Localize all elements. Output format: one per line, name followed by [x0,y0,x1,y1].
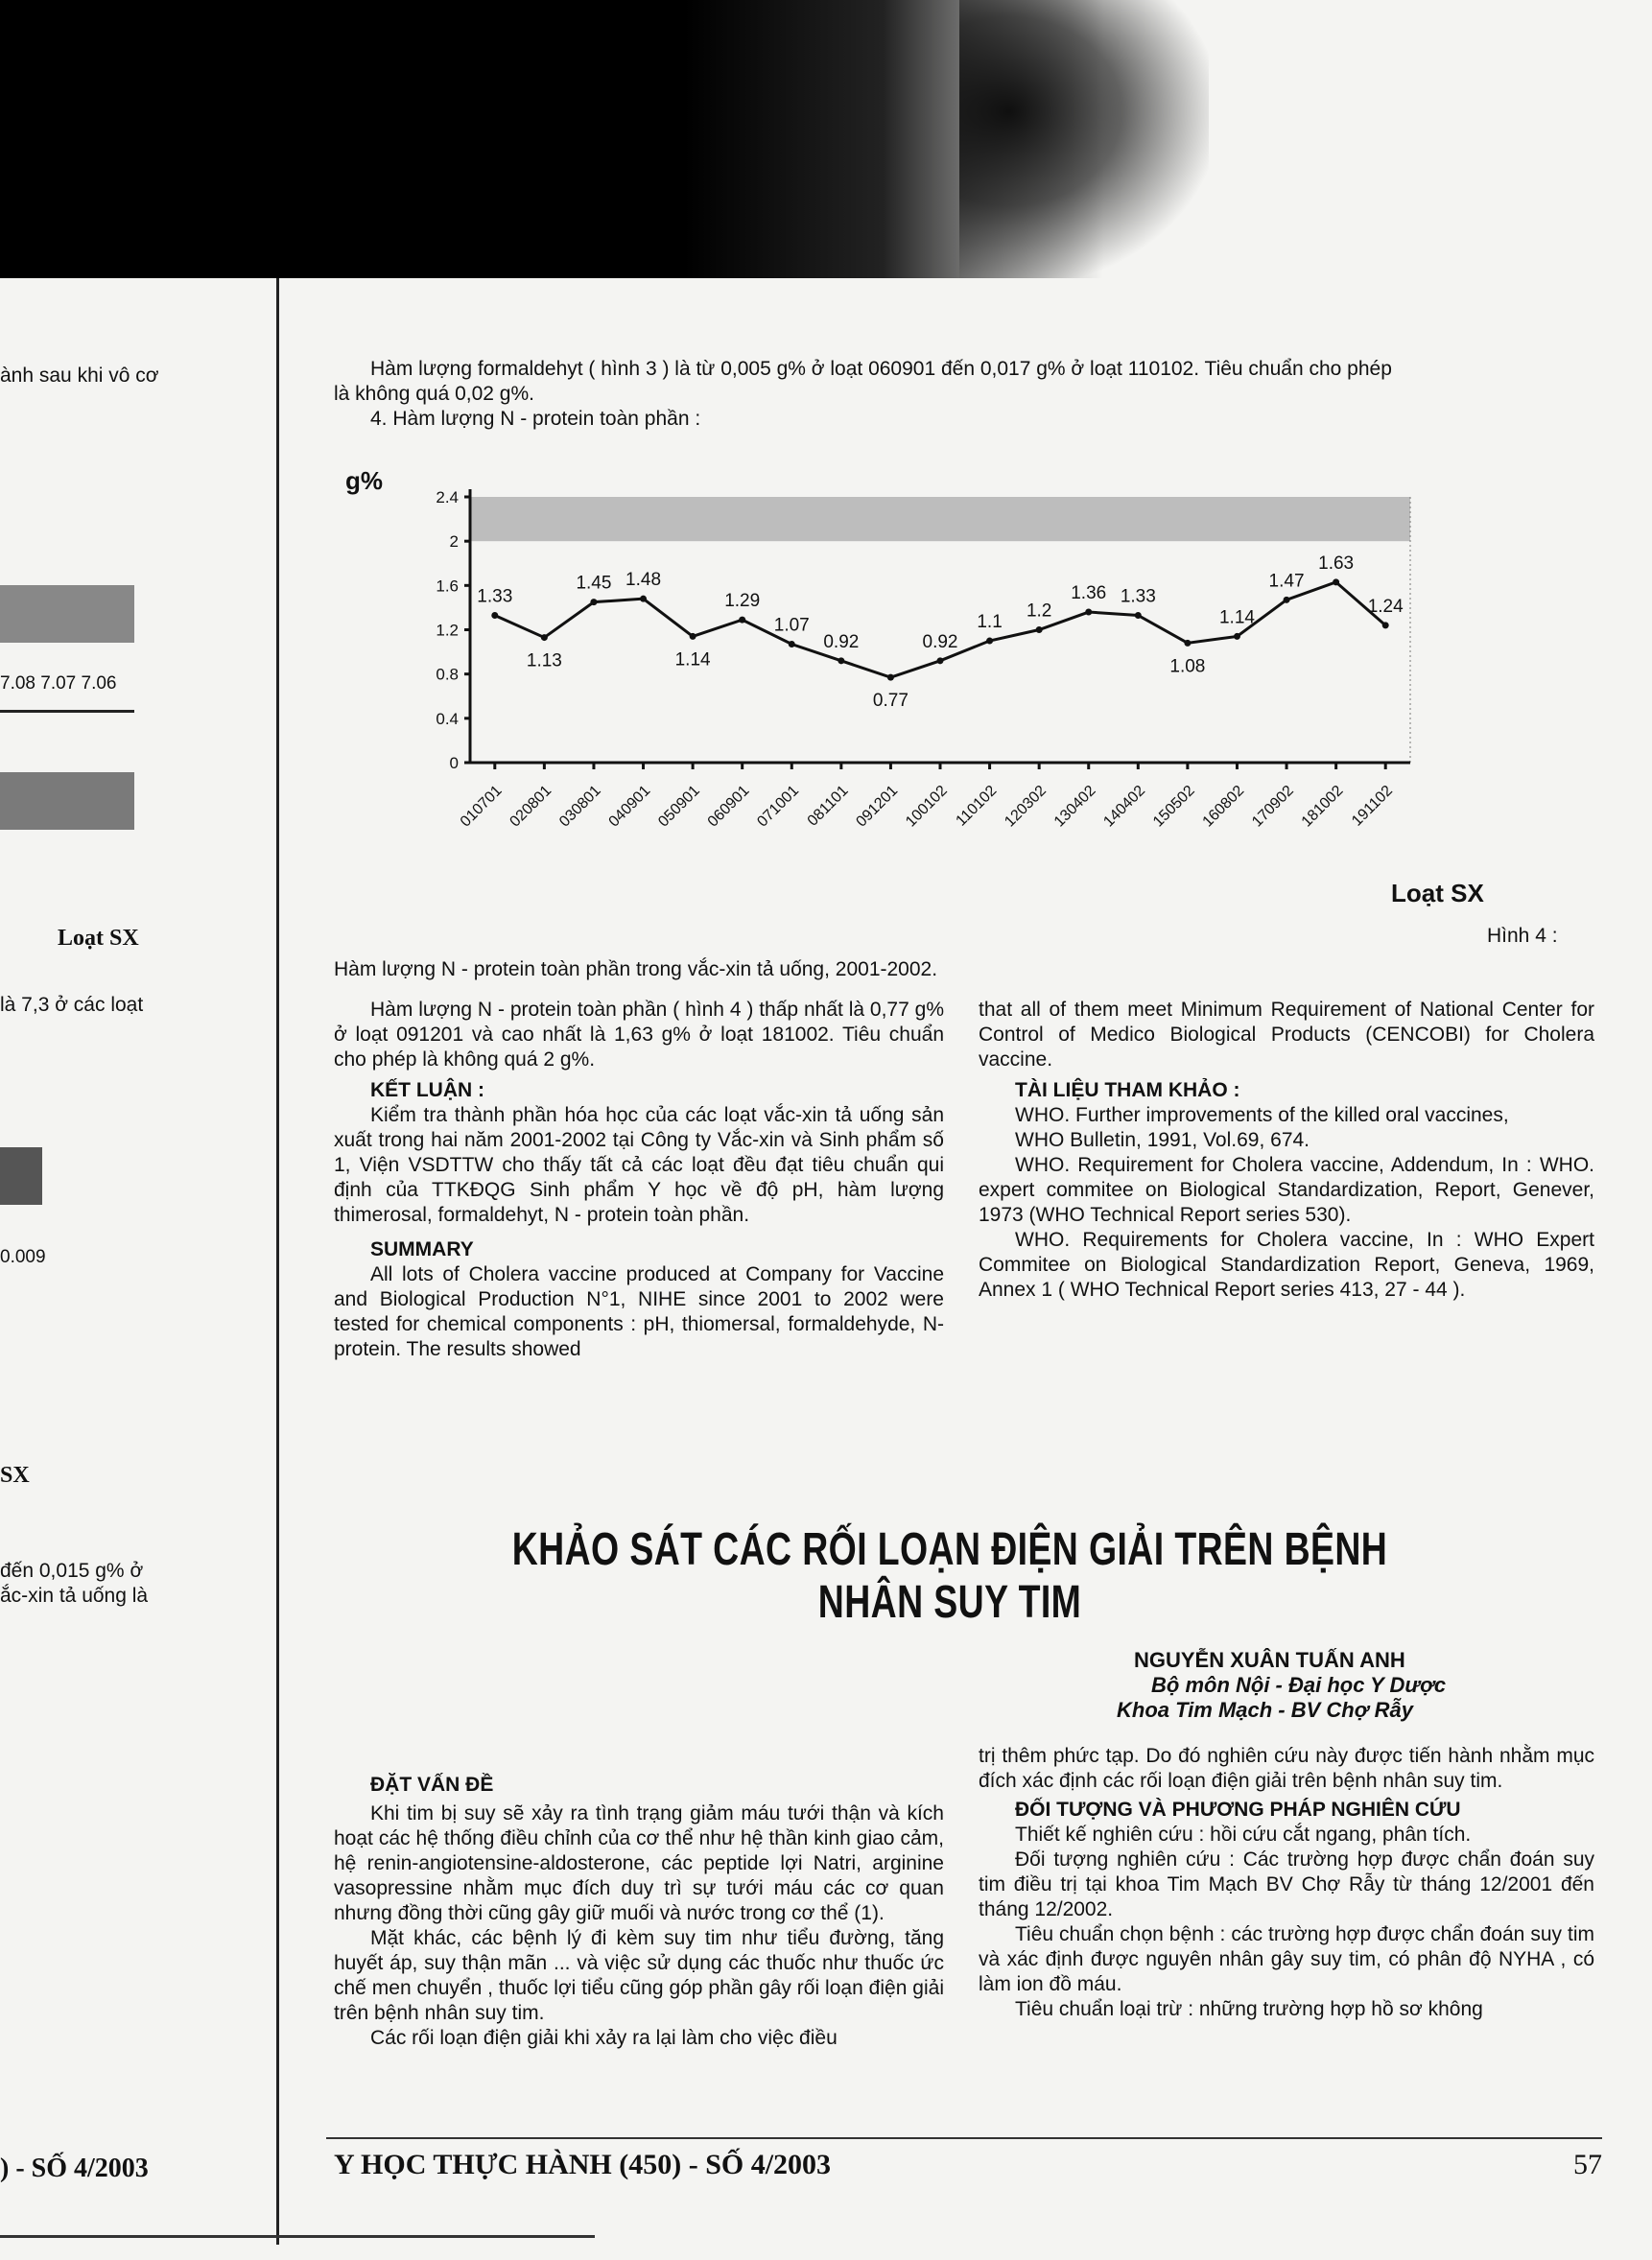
data-label: 0.92 [922,631,958,652]
footer-rule [326,2137,1602,2139]
left-page-fragment: SX [0,1463,30,1488]
problem-continued: trị thêm phức tạp. Do đó nghiên cứu này được tiến hành nhằm mục đích xác định các rối loạn điện giải trên bệnh nhân suy tim. [979,1745,1594,1792]
data-point [1135,612,1142,619]
x-tick-label: 100102 [903,782,951,831]
methods-heading: ĐỐI TƯỢNG VÀ PHƯƠNG PHÁP NGHIÊN CỨU [1015,1799,1461,1821]
summary-heading: SUMMARY [370,1238,474,1260]
left-page-chart-band [0,772,134,830]
methods-paragraph-3: Tiêu chuẩn chọn bệnh : các trường hợp được chẩn đoán suy tim và xác định được nguyên nhân gây suy tim, có phân độ NYHA , có làm ion đồ máu. [979,1923,1594,1995]
conclusion-heading: KẾT LUẬN : [370,1079,484,1101]
methods-paragraph-1: Thiết kế nghiên cứu : hồi cứu cắt ngang, phân tích. [1015,1824,1472,1846]
left-page-chart-bar [0,1147,42,1205]
data-point [640,596,647,602]
data-label: 0.77 [872,691,909,712]
data-point [1333,578,1339,585]
data-point [541,634,548,641]
intro-line-1: Hàm lượng formaldehyt ( hình 3 ) là từ 0,005 g% ở loạt 060901 đến 0,017 g% ở loạt 110102. Tiêu chuẩn cho phép [370,358,1392,380]
n-protein-line-chart [326,460,1602,911]
data-point [739,617,745,624]
x-tick-label: 010701 [457,782,506,831]
section-item-4: 4. Hàm lượng N - protein toàn phần : [370,408,701,430]
x-tick-label: 040901 [605,782,654,831]
data-label: 1.24 [1367,596,1404,617]
intro-line-2: là không quá 0,02 g%. [334,383,534,405]
scan-ink-smudge [0,0,1103,278]
scan-ink-edge [959,0,1209,278]
data-point [887,674,894,681]
data-label: 1.36 [1071,583,1107,604]
bottom-edge-line [0,2235,595,2238]
figure-caption: Hàm lượng N - protein toàn phần trong vắc-xin tả uống, 2001-2002. [334,958,938,980]
x-tick-label: 130402 [1050,782,1099,831]
author-block [1117,1648,1447,1723]
data-point [838,657,844,664]
left-page-fragment: là 7,3 ở các loạt [0,994,144,1016]
data-label: 1.47 [1268,571,1305,592]
gutter-line [276,278,279,2245]
left-page-chart-band [0,585,134,643]
y-tick-label: 0.4 [436,709,459,728]
x-tick-label: 030801 [556,782,604,831]
affiliation-2: Khoa Tim Mạch - BV Chợ Rẫy [1117,1698,1413,1722]
x-tick-label: 060901 [704,782,753,831]
data-point [1382,622,1389,628]
right-column-2 [979,1744,1594,2022]
x-tick-label: 150502 [1149,782,1198,831]
left-page-fragment: ành sau khi vô cơ [0,365,159,387]
x-tick-label: 110102 [953,782,1001,830]
left-page-fragment: đến 0,015 g% ở [0,1560,144,1582]
y-tick-label: 1.2 [436,621,459,640]
x-axis-label: Loạt SX [1391,879,1484,907]
methods-paragraph-4: Tiêu chuẩn loại trừ : những trường hợp hồ sơ không [1015,1998,1483,2020]
x-tick-label: 081101 [804,782,852,830]
data-point [590,599,597,605]
y-axis-label: g% [345,466,383,495]
summary-paragraph: All lots of Cholera vaccine produced at Company for Vaccine and Biological Production N°1, NIHE since 2001 to 2002 were tested for chemical components : pH, thiomersal, formaldehyde, N-protein. The results showed [334,1263,944,1360]
data-label: 1.48 [625,570,662,591]
data-label: 1.13 [526,650,562,671]
x-tick-label: 191102 [1349,782,1397,830]
left-page-chart-line [0,710,134,713]
data-label: 1.14 [1218,607,1255,628]
left-page-fragment: 7.08 7.07 7.06 [0,673,117,694]
reference-1-source: WHO Bulletin, 1991, Vol.69, 674. [1015,1129,1310,1151]
data-label: 1.14 [674,649,711,671]
reference-2: WHO. Requirement for Cholera vaccine, Addendum, In : WHO. expert commitee on Biological Standardization, Report, Genever, 1973 (WHO Technical Report series 530). [979,1154,1594,1226]
left-page-fragment: Loạt SX [58,926,139,951]
problem-paragraph-1: Khi tim bị suy sẽ xảy ra tình trạng giảm máu tưới thận và kích hoạt các hệ thống điều chỉnh của cơ thể như hệ thần kinh giao cảm, hệ renin-angiotensine-aldosterone, các peptide lợi Natri, arginine vasopressine nhằm mục đích duy trì sự tưới máu các cơ quan nhưng đồng thời cũng gây giữ muối và nước trong cơ thể (1). [334,1802,944,1924]
figure-label: Hình 4 : [1487,925,1558,947]
x-tick-label: 160802 [1199,782,1248,831]
references-heading: TÀI LIỆU THAM KHẢO : [1015,1079,1240,1101]
left-page-fragment: ắc-xin tả uống là [0,1585,149,1607]
reference-1: WHO. Further improvements of the killed oral vaccines, [1015,1104,1509,1126]
data-point [1284,597,1290,603]
article-title: KHẢO SÁT CÁC RỐI LOẠN ĐIỆN GIẢI TRÊN BỆNH NHÂN SUY TIM [511,1524,1388,1628]
reference-3: WHO. Requirements for Cholera vaccine, In : WHO Expert Commitee on Biological Standardization Report, Geneva, 1969, Annex 1 ( WHO Technical Report series 413, 27 - 44 ). [979,1229,1594,1301]
data-label: 1.45 [576,573,612,594]
data-point [937,657,944,664]
data-point [1036,626,1043,633]
data-label: 0.92 [823,631,860,652]
left-page-footer: ) - SỐ 4/2003 [0,2154,149,2183]
summary-continued: that all of them meet Minimum Requirement of National Center for Control of Medico Biological Products (CENCOBI) for Cholera vaccine. [979,999,1594,1071]
data-label: 1.07 [773,615,810,636]
x-tick-label: 170902 [1249,782,1297,831]
y-tick-label: 0.8 [436,665,459,684]
author-name: NGUYỄN XUÂN TUẤN ANH [1134,1648,1405,1672]
n-protein-paragraph: Hàm lượng N - protein toàn phần ( hình 4 ) thấp nhất là 0,77 g% ở loạt 091201 và cao nhất là 1,63 g% ở loạt 181002. Tiêu chuẩn cho phép là không quá 2 g%. [334,999,944,1071]
problem-paragraph-3: Các rối loạn điện giải khi xảy ra lại làm cho việc điều [370,2027,838,2049]
x-tick-label: 071001 [754,782,803,831]
x-tick-label: 140402 [1100,782,1149,831]
data-label: 1.29 [724,591,761,612]
page-number: 57 [1573,2149,1602,2180]
data-label: 1.33 [1120,586,1156,607]
conclusion-paragraph: Kiểm tra thành phần hóa học của các loạt vắc-xin tả uống sản xuất trong hai năm 2001-2002 tại Công ty Vắc-xin và Sinh phẩm số 1, Viện VSDTTW cho thấy tất cả các loạt đều đạt tiêu chuẩn qui định của TTKĐQG Sinh phẩm Y học về độ pH, hàm lượng thimerosal, formaldehyt, N - protein toàn phần. [334,1104,944,1226]
y-tick-label: 2.4 [436,488,459,506]
data-point [491,612,498,619]
affiliation-1: Bộ môn Nội - Đại học Y Dược [1151,1673,1447,1697]
x-tick-label: 091201 [853,782,902,831]
data-point [690,633,696,640]
y-tick-label: 0 [449,754,459,772]
x-tick-label: 120302 [1002,782,1050,831]
y-tick-label: 2 [449,532,459,552]
y-tick-label: 1.6 [436,577,459,596]
data-point [1184,640,1191,647]
left-column-1 [334,998,944,1362]
data-label: 1.33 [477,586,513,607]
data-point [789,641,795,647]
data-point [1085,609,1092,616]
x-tick-label: 020801 [507,782,555,831]
data-label: 1.08 [1169,656,1206,677]
methods-paragraph-2: Đối tượng nghiên cứu : Các trường hợp được chẩn đoán suy tim điều trị tại khoa Tim Mạch BV Chợ Rẫy từ tháng 12/2001 đến tháng 12/2002. [979,1848,1594,1920]
data-point [986,638,993,645]
journal-footer: Y HỌC THỰC HÀNH (450) - SỐ 4/2003 [334,2149,832,2180]
data-label: 1.1 [977,612,1003,633]
problem-heading: ĐẶT VẤN ĐỀ [370,1774,494,1796]
x-tick-label: 181002 [1298,782,1347,831]
data-label: 1.2 [1026,600,1052,622]
intro-paragraph [334,357,1600,432]
problem-paragraph-2: Mặt khác, các bệnh lý đi kèm suy tim như tiểu đường, tăng huyết áp, suy thận mãn ... và việc sử dụng các thuốc như thuốc ức chế men chuyển , thuốc lợi tiểu cũng góp phần gây rối loạn điện giải trên bệnh nhân suy tim. [334,1927,944,2024]
x-tick-label: 050901 [655,782,703,831]
data-point [1234,633,1240,640]
right-column-1 [979,998,1594,1303]
data-label: 1.63 [1318,553,1355,574]
left-column-2 [334,1773,944,2051]
limit-band [470,497,1410,541]
left-page-fragment: 0.009 [0,1247,46,1267]
